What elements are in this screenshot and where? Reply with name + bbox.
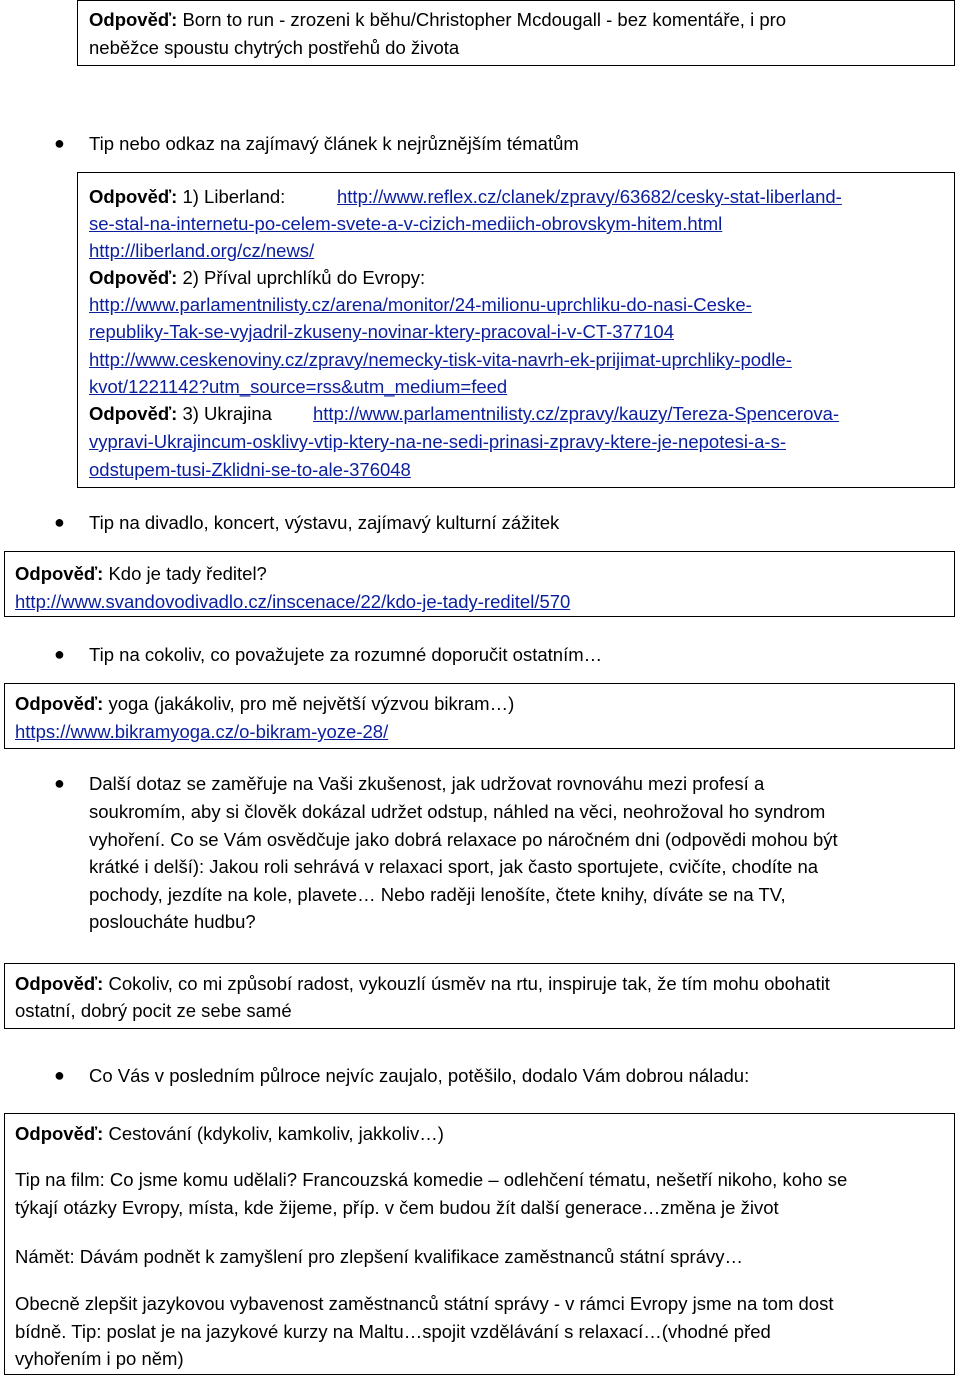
tip-2: Tip na divadlo, koncert, výstavu, zajímavý kulturní zážitek — [89, 512, 560, 533]
bullet-icon: ● — [54, 512, 65, 532]
tip-1: Tip nebo odkaz na zajímavý článek k nejrůznějším tématům — [89, 133, 579, 154]
namet: Námět: Dávám podnět k zamyšlení pro zlepšení kvalifikace zaměstnanců státní správy… — [15, 1246, 743, 1267]
link-svandovo[interactable]: http://www.svandovodivadlo.cz/inscenace/22/kdo-je-tady-reditel/570 — [15, 591, 571, 612]
answer-2-ukraine: Odpověď: 3) Ukrajina — [89, 403, 272, 424]
tip-4-line-4: krátké i delší): Jakou roli sehrává v relaxaci sport, jak často sportujete, cvičíte, chodíte na — [89, 856, 819, 877]
tip-4-line-3: vyhoření. Co se Vám osvědčuje jako dobrá relaxace po náročném dni (odpovědi mohou být — [89, 829, 838, 850]
answer-5-line-1: Odpověď: Cokoliv, co mi způsobí radost, vykouzlí úsměv na rtu, inspiruje tak, že tím mohu obohatit — [15, 973, 830, 994]
answer-3: Odpověď: Kdo je tady ředitel? — [15, 563, 267, 584]
link-parlament-1[interactable]: http://www.parlamentnilisty.cz/arena/monitor/24-milionu-uprchliku-do-nasi-Ceske- — [89, 294, 752, 315]
film-tip-line-2: týkají otázky Evropy, místa, kde žijeme, příp. v čem budou žít další generace…změna je život — [15, 1197, 779, 1218]
link-ukraine-1[interactable]: http://www.parlamentnilisty.cz/zpravy/kauzy/Tereza-Spencerova- — [313, 403, 840, 424]
answer-2-refugees: Odpověď: 2) Příval uprchlíků do Evropy: — [89, 267, 426, 288]
tip-4-line-6: posloucháte hudbu? — [89, 911, 256, 932]
language-line-3: vyhořením i po něm) — [15, 1348, 184, 1369]
language-line-2: bídně. Tip: poslat je na jazykové kurzy na Maltu…spojit vzdělávání s relaxací…(vhodné před — [15, 1321, 771, 1342]
link-bikram[interactable]: https://www.bikramyoga.cz/o-bikram-yoze-28/ — [15, 721, 389, 742]
link-ukraine-2[interactable]: vypravi-Ukrajincum-osklivy-vtip-ktery-na-ne-sedi-prinasi-zpravy-ktere-je-nepotesi-a-s- — [89, 431, 787, 452]
tip-4-line-5: pochody, jezdíte na kole, plavete… Nebo raději lenošíte, čtete knihy, díváte se na TV, — [89, 884, 786, 905]
link-reflex-2[interactable]: se-stal-na-internetu-po-celem-svete-a-v-cizich-mediich-obrovskym-hitem.html — [89, 213, 723, 234]
tip-4-line-2: soukromím, aby si člověk dokázal udržet odstup, náhled na věci, neohrožoval ho syndrom — [89, 801, 826, 822]
bullet-icon: ● — [54, 773, 65, 793]
bullet-icon: ● — [54, 133, 65, 153]
tip-3: Tip na cokoliv, co považujete za rozumné doporučit ostatním… — [89, 644, 603, 665]
link-parlament-2[interactable]: republiky-Tak-se-vyjadril-zkuseny-novinar-ktery-pracoval-i-v-CT-377104 — [89, 321, 674, 342]
answer-1-line-1: Odpověď: Born to run - zrozeni k běhu/Christopher Mcdougall - bez komentáře, i pro — [89, 9, 787, 30]
answer-2-liberland: Odpověď: 1) Liberland: — [89, 186, 286, 207]
bullet-icon: ● — [54, 644, 65, 664]
answer-4: Odpověď: yoga (jakákoliv, pro mě největší výzvou bikram…) — [15, 693, 515, 714]
bullet-icon: ● — [54, 1065, 65, 1085]
language-line-1: Obecně zlepšit jazykovou vybavenost zaměstnanců státní správy - v rámci Evropy jsme na tom dost — [15, 1293, 834, 1314]
link-ceskenoviny-1[interactable]: http://www.ceskenoviny.cz/zpravy/nemecky-tisk-vita-navrh-ek-prijimat-uprchliky-podle- — [89, 349, 792, 370]
link-liberland[interactable]: http://liberland.org/cz/news/ — [89, 240, 315, 261]
link-reflex-1[interactable]: http://www.reflex.cz/clanek/zpravy/63682/cesky-stat-liberland- — [337, 186, 842, 207]
answer-1-line-2: neběžce spoustu chytrých postřehů do života — [89, 37, 460, 58]
answer-label: Odpověď: — [89, 9, 178, 30]
tip-5: Co Vás v posledním půlroce nejvíc zaujalo, potěšilo, dodalo Vám dobrou náladu: — [89, 1065, 750, 1086]
answer-5-line-2: ostatní, dobrý pocit ze sebe samé — [15, 1000, 292, 1021]
film-tip-line-1: Tip na film: Co jsme komu udělali? Francouzská komedie – odlehčení tématu, nešetří nikoho, koho se — [15, 1169, 848, 1190]
tip-4-line-1: Další dotaz se zaměřuje na Vaši zkušenost, jak udržovat rovnováhu mezi profesí a — [89, 773, 765, 794]
link-ceskenoviny-2[interactable]: kvot/1221142?utm_source=rss&utm_medium=feed — [89, 376, 508, 397]
answer-6: Odpověď: Cestování (kdykoliv, kamkoliv, jakkoliv…) — [15, 1123, 444, 1144]
link-ukraine-3[interactable]: odstupem-tusi-Zklidni-se-to-ale-376048 — [89, 459, 411, 480]
